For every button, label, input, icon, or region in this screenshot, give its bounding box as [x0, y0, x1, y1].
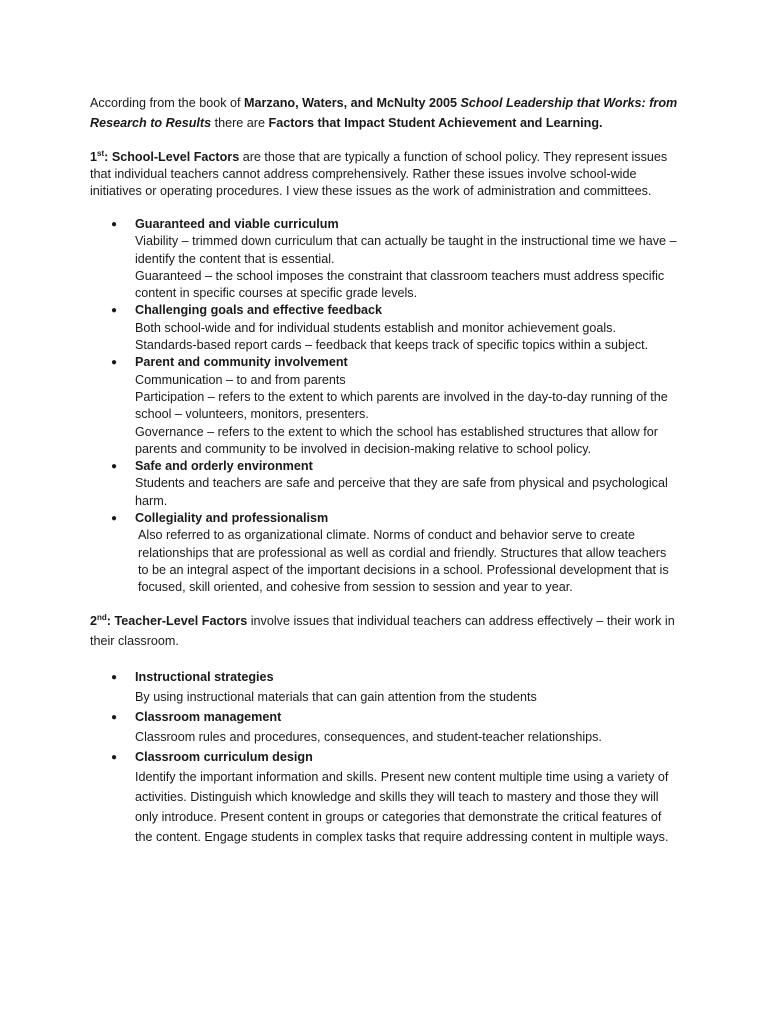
section-1-text: are those that are typically a function of school policy. They represent issues that individual teachers cannot address comprehensively. Rather these issues involve school-wide initiatives or operating procedures. I view these issues as the work of administration and committees.	[90, 150, 668, 198]
list-item-text: Viability – trimmed down curriculum that can actually be taught in the instructional time we have – identify the content that is essential.	[135, 234, 677, 266]
intro-paragraph	[90, 93, 690, 133]
section-2-text: involve issues that individual teachers can address effectively – their work in their classroom.	[90, 614, 675, 648]
list-item-title: Instructional strategies	[135, 670, 274, 684]
bullet-icon: ●	[111, 357, 118, 369]
intro-prefix: According from the book of	[90, 96, 245, 110]
list-item-text: Identify the important information and skills. Present new content multiple time using a variety of activities. Distinguish which knowledge and skills they will teach to mastery and those they will only introduce. Present content in groups or categories that demonstrate the critical features of the content. Engage students in complex tasks that require addressing content in multiple ways.	[135, 770, 669, 844]
list-item-title: Collegiality and professionalism	[135, 511, 329, 526]
section-2-number: 2	[90, 614, 98, 628]
section-1-paragraph	[90, 149, 690, 200]
list-item-title: Classroom management	[135, 710, 282, 724]
bullet-icon: ●	[111, 712, 118, 723]
list-item-text: Students and teachers are safe and perceive that they are safe from physical and psychological harm.	[135, 476, 668, 508]
bullet-icon: ●	[111, 672, 118, 683]
list-item-title: Challenging goals and effective feedback	[135, 303, 383, 318]
list-item	[111, 458, 680, 510]
list-item-title: Classroom curriculum design	[135, 750, 313, 764]
section-2-ordinal: nd	[97, 612, 107, 622]
bullet-icon: ●	[111, 219, 118, 230]
list-item-text: By using instructional materials that can gain attention from the students	[135, 690, 537, 704]
section-1-heading: : School-Level Factors	[104, 150, 240, 164]
list-item-title: Parent and community involvement	[135, 355, 348, 370]
bullet-icon: ●	[111, 305, 118, 317]
bullet-icon: ●	[111, 461, 118, 473]
bullet-icon: ●	[111, 752, 118, 763]
teacher-factors-list	[111, 667, 680, 847]
list-item-text: Both school-wide and for individual students establish and monitor achievement goals.	[135, 320, 616, 335]
list-item-title: Safe and orderly environment	[135, 459, 313, 474]
list-item-text: Standards-based report cards – feedback that keeps track of specific topics within a subject.	[135, 338, 649, 353]
list-item-text: Participation – refers to the extent to which parents are involved in the day-to-day running of the school – volunteers, monitors, presenters.	[135, 389, 668, 422]
intro-topic: Factors that Impact Student Achievement and Learning.	[268, 116, 603, 130]
list-item	[111, 707, 680, 747]
list-item	[111, 216, 680, 302]
list-item-text: Communication – to and from parents	[135, 372, 346, 387]
list-item-text: Also referred to as organizational climate. Norms of conduct and behavior serve to create relationships that are professional as well as cordial and friendly. Structures that allow teachers to be an integral aspect of the important decisions in a school. Professional development that is focused, skill oriented, and cohesive from session to session and year to year.	[138, 528, 669, 595]
list-item	[111, 302, 680, 354]
school-factors-list	[111, 216, 680, 597]
list-item-text: Classroom rules and procedures, consequences, and student-teacher relationships.	[135, 730, 602, 744]
list-item-title: Guaranteed and viable curriculum	[135, 217, 339, 231]
section-1-number: 1	[90, 150, 98, 164]
section-2-paragraph	[90, 611, 690, 651]
section-2-heading: : Teacher-Level Factors	[106, 614, 248, 628]
list-item-text: Guaranteed – the school imposes the constraint that classroom teachers must address specific content in specific courses at specific grade levels.	[135, 268, 665, 301]
list-item	[111, 354, 680, 458]
section-1-ordinal: st	[97, 148, 105, 158]
bullet-icon: ●	[111, 513, 118, 525]
intro-middle: there are	[211, 116, 269, 130]
list-item	[111, 747, 680, 847]
list-item	[111, 510, 680, 596]
intro-authors: Marzano, Waters, and McNulty 2005	[244, 96, 461, 110]
list-item-text: Governance – refers to the extent to which the school has established structures that allow for parents and community to be involved in decision-making relative to school policy.	[135, 424, 658, 456]
intro-book-title: School Leadership that Works: from Research to Results	[90, 96, 678, 130]
list-item	[111, 667, 680, 707]
